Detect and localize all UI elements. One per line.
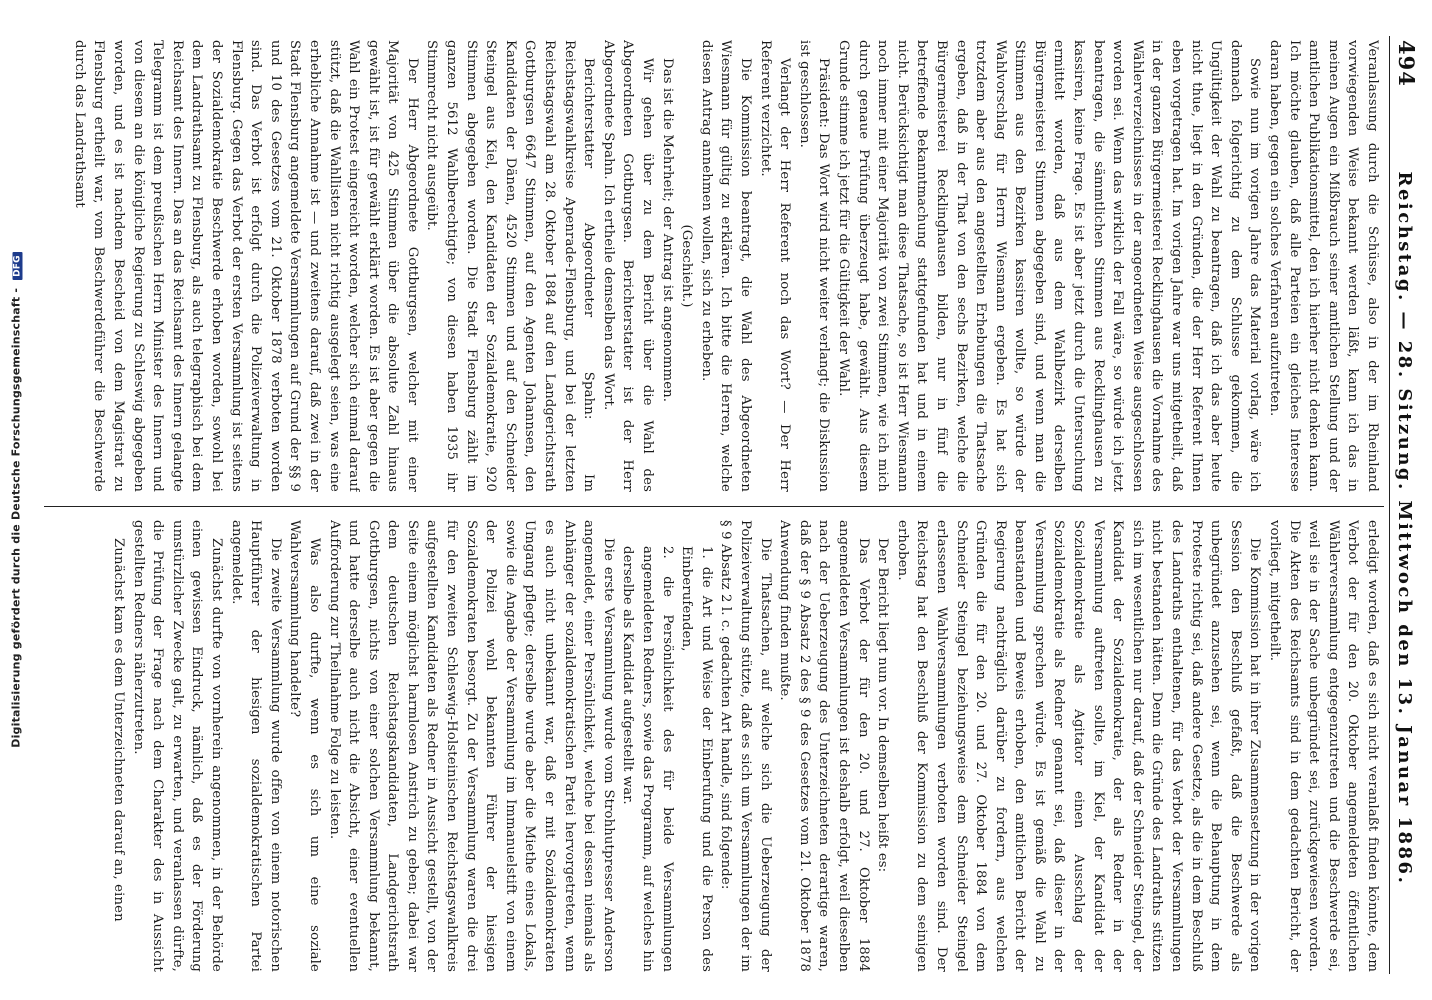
- paragraph: Wir gehen über zu dem Bericht über die Wahl des Abgeordneten Gottburgsen. Berichterstatter ist der Herr Abgeordnete Spahn. Ich ertheile demselben das Wort.: [600, 40, 656, 492]
- paragraph: (Geschieht.): [679, 224, 695, 308]
- left-column: [52, 40, 1382, 492]
- credit-text: Digitalisierung gefördert durch die Deutsche Forschungsgemeinschaft -: [9, 287, 23, 748]
- paragraph: Der Herr Abgeordnete Gottburgsen, welcher mit einer Majorität von 425 Stimmen über die absolute Zahl hinaus gewählt ist, ist für gewählt erklärt worden. Es ist aber gegen die Wahl ein Protest eingereicht worden, welcher sich einmal darauf stützt, daß die Wahllisten nicht richtig ausgelegt seien, was eine erhebliche Annahme ist — und zweitens darauf, daß zwei in der Stadt Flensburg angemeldete Versammlungen auf Grund der §§ 9 und 10 des Gesetzes vom 21. Oktober 1878 verboten worden sind. Das Verbot ist erfolgt durch die Polizeiverwaltung in Flensburg. Gegen das Verbot der ersten Versammlung ist seitens der Sozialdemokratie Beschwerde erhoben worden, sowohl bei dem Landrathsamt zu Flensburg, als auch telegraphisch bei dem Reichsamt des Innern. Das an das Reichsamt des Innern gelangte Telegramm ist dem preußischen Herrn Minister des Innern und von diesem an die königliche Regierung zu Schleswig abgegeben worden, und es ist nachdem Bescheid von dem Magistrat zu Flensburg ertheilt war, vom Beschwerdeführer die Beschwerde durch das Landrathsamt: [71, 40, 420, 492]
- paragraph: Die erste Versammlung wurde vom Strohhutpresser Anderson angemeldet, einer Persönlichkeit, welche bei dessen niemals als Anhänger der sozialdemokratischen Partei hervorgetreten, wenn es auch nicht unbekannt war, daß er mit Sozialdemokraten Umgang pflegte; derselbe wurde aber die Miethe eines Lokals, sowie die Angabe der Versammlung im Immanuelstift von einem der Polizei wohl bekannten Führer der hiesigen Sozialdemokraten besorgt. Zu der Versammlung waren die drei für den zweiten Schleswig-Holsteinischen Reichstagswahlkreis aufgestellten Kandidaten als Redner in Aussicht gestellt, von der Seite einem möglichst harmlosen Anstrich zu geben; dabei war dem deutschen Reichstagskandidaten, Landgerichtsrath Gottburgsen, nichts von einer solchen Versammlung bekannt, und hatte derselbe auch nicht die Absicht, einer eventuellen Aufforderung zur Theilnahme Folge zu leisten.: [326, 520, 616, 972]
- paragraph: Die zweite Versammlung wurde offen von einem notorischen Hauptführer der hiesigen sozialdemokratischen Partei angemeldet.: [228, 520, 283, 972]
- paragraph: Veranlassung durch die Schüsse, also in der im Rheinland vorwiegenden Weise bekannt werden läßt, kann ich das in meinen Augen ein Mißbrauch seiner amtlichen Stellung und der amtlichen Publikationsmittel, den ich hierher nicht denken kann. Ich möchte glauben, daß alle Parteien ein gleiches Interesse daran haben, gegen ein solches Verfahren aufzutreten.: [1267, 40, 1380, 492]
- running-head: Reichstag. — 28. Sitzung. Mittwoch den 13. Januar 1886.: [1394, 171, 1415, 886]
- paragraph: Die Kommission hat in ihrer Zusammensetzung in der vorigen Session den Beschluß gefaßt, daß die Beschwerde als unbegründet anzusehen sei, wenn die Behauptung in dem Proteste richtig sei, daß andere Gesetze, als die in dem Beschluß des Landraths enthaltenen, für das Verbot der Versammlungen nicht bestanden hätten. Denn die Gründe des Landraths stützen sich im wesentlichen nur darauf, daß der Schneider Steingel, der Kandidat der Sozialdemokratie, der als Redner in der Versammlung auftreten sollte, im Kiel, der Kandidat der Sozialdemokratie als Agitator einen Ausschlag der Sozialdemokratie als Redner genannt sei, daß dieser in der Versammlung sprechen würde. Es ist gemäß die Wahl zu beanstanden und Beweis erhoben, den amtlichen Bericht der Regierung nachträglich darüber zu fordern, aus welchen Gründen die für den 20. und 27. Oktober 1884 von dem Schneider Steingel beziehungsweise dem Schneider Steingel erlassenen Wahlversammlungen verboten worden sind. Der Reichstag hat den Beschluß der Kommission zu dem seinigen erhoben.: [894, 520, 1263, 972]
- page-header: [1394, 40, 1428, 970]
- dfg-logo: DFG: [13, 252, 23, 280]
- paragraph: Zunächst durfte von vornherein angenommen, in der Behörde einen gewissen Eindruck, nämlich, daß es der Förderung umstürzlicher Zwecke galt, zu erwarten, und veranlassen dürfte, die Prüfung der Frage nach dem Charakter des in Aussicht gestellten Redners näherzutreten.: [130, 520, 224, 972]
- paragraph: Sowie nun im vorigen Jahre das Material vorlag, wäre ich demnach folgerichtig zu dem Schlusse gekommen, die Ungültigkeit der Wahl zu beantragen, daß ich das aber heute nicht thue, liegt in den Gründen, die der Herr Referent Ihnen eben vorgetragen hat. Im vorigen Jahre war uns mitgetheilt, daß in der ganzen Bürgermeisterei Recklinghausen die Vornahme des Wählerverzeichnisses in der angeordneten Weise ausgeschlossen worden sei. Wenn das wirklich der Fall wäre, so würde ich jetzt beantragen, die sämmtlichen Stimmen aus Recklinghausen zu kassiren, keine Frage. Es ist aber jetzt durch die Untersuchung ermittelt worden, daß aus dem Wahlbezirk derselben Bürgermeisterei Stimmen abgegeben sind, und wenn man die Stimmen aus den Bezirken kassiren wollte, so würde der Wahlvorschlag für Herrn Wiesmann ergeben. Es hat sich trotzdem aber aus den angestellten Erhebungen die Thatsache ergeben, daß in der That von den sechs Bezirken, welche die Bürgermeisterei Recklinghausen bilden, nur in fünf die betreffende Bekanntmachung stattgefunden hat und in einem nicht. Berücksichtigt man diese Thatsache, so ist Herr Wiesmann noch immer mit einer Majorität von zwei Stimmen, wie ich mich durch genaue Prüfung überzeugt habe, gewählt. Aus diesem Grunde stimme ich jetzt für die Gültigkeit der Wahl.: [835, 40, 1263, 492]
- paragraph: Was also durfte, wenn es sich um eine soziale Wahlversammlung handelte?: [287, 520, 322, 972]
- paragraph: Verlangt der Herr Referent noch das Wort? — Der Herr Referent verzichtet.: [757, 40, 793, 492]
- paragraph: Präsident: Das Wort wird nicht weiter verlangt; die Diskussion ist geschlossen.: [796, 40, 832, 492]
- paragraph: Die Kommission beantragt, die Wahl des Abgeordneten Wiesmann für gültig zu erklären. Ich bitte die Herren, welche diesen Antrag annehmen wollen, sich zu erheben.: [698, 40, 753, 492]
- paragraph: erledigt worden, daß es sich nicht veranlaßt finden könnte, dem Verbot der für den 20. Oktober angemeldeten öffentlichen Wählerversammlung entgegenzutreten und die Beschwerde sei, weil sie in der Sache unbegründet sei, zurückgewiesen worden. Die Akten des Reichsamts sind in dem gedachten Bericht, der vorliegt, mitgetheilt.: [1267, 520, 1380, 972]
- numbered-item: 1. die Art und Weise der Einberufung und die Person des Einberufenden,: [679, 546, 714, 972]
- digitization-credit-strip: [0, 0, 30, 1000]
- digitization-credit: [10, 10, 23, 990]
- header-rule: [1389, 36, 1390, 974]
- rotated-page: [32, 0, 1432, 1000]
- paragraph: Berichterstatter Abgeordneter Spahn: Im Reichstagswahlkreise Apenrade-Flensburg, und bei der letzten Reichstagswahl am 28. Oktober 1884 auf den Landgerichtsrath Gottburgsen 6647 Stimmen, auf den Agenten Johannsen, den Kandidaten der Dänen, 4520 Stimmen und auf den Schneider Steingel aus Kiel, den Kandidaten der Sozialdemokratie, 920 Stimmen abgegeben worden. Die Stadt Flensburg zählt im ganzen 5612 Wahlberechtigte; von diesen haben 1935 ihr Stimmrecht nicht ausgeübt.: [424, 40, 597, 492]
- paragraph: Die Thatsachen, auf welche sich die Ueberzeugung der Polizeiverwaltung stützte, daß es sich um Versammlungen der im § 9 Absatz 2 l. c. gedachten Art handle, sind folgende:: [718, 520, 773, 972]
- paragraph: Das ist die Mehrheit; der Antrag ist angenommen.: [659, 58, 675, 403]
- page-number: 494: [1394, 40, 1419, 87]
- paragraph: Das Verbot der für den 20. und 27. Oktober 1884 angemeldeten Versammlungen ist deshalb erfolgt, weil dieselben nach der Ueberzeugung des Unterzeichneten derartige waren, daß der § 9 Absatz 2 des § 9 des Gesetzes vom 21. Oktober 1878 Anwendung finden mußte.: [777, 520, 871, 972]
- paragraph: Der Bericht liegt nun vor. In demselben heißt es:: [875, 538, 891, 873]
- right-column: [52, 520, 1382, 972]
- column-divider: [44, 506, 1384, 507]
- numbered-item: 2. die Persönlichkeit des für beide Versammlungen angemeldeten Redners, sowie das Programm, auf welches hin derselbe als Kandidat aufgestellt war.: [620, 546, 675, 972]
- paragraph: Zunächst kam es dem Unterzeichneten darauf an, einen: [111, 538, 126, 922]
